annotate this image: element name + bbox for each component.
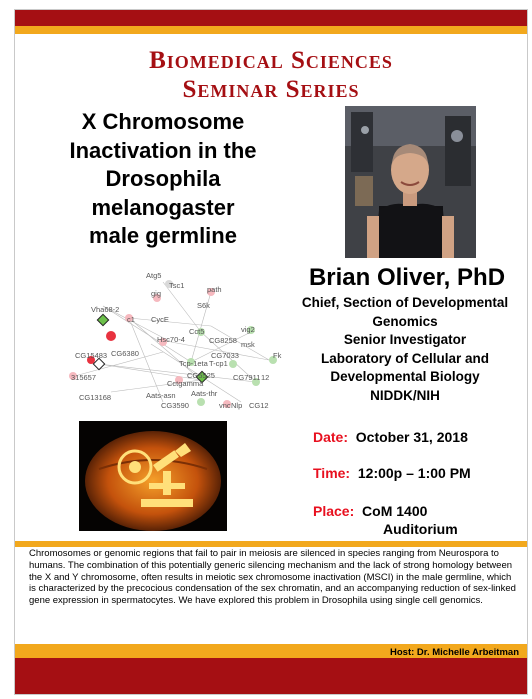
- middle-gold-bar: [15, 541, 527, 547]
- event-date: Date: October 31, 2018: [313, 429, 468, 445]
- gene-network-image: [51, 262, 287, 412]
- svg-text:vig2: vig2: [241, 325, 255, 334]
- svg-text:path: path: [207, 285, 222, 294]
- svg-text:CG3590: CG3590: [161, 401, 189, 410]
- network-gene-labels: [71, 271, 282, 410]
- seminar-series-heading: Biomedical Sciences Seminar Series: [149, 47, 393, 103]
- event-time: Time: 12:00p – 1:00 PM: [313, 465, 471, 481]
- speaker-affiliation: Chief, Section of Developmental Genomics Senior Investigator Laboratory of Cellular and Developmental Biology NIDDK/NIH: [301, 295, 509, 403]
- svg-text:Fk: Fk: [273, 351, 282, 360]
- footer-red-bar: [15, 672, 527, 695]
- svg-text:CG5525: CG5525: [187, 371, 215, 380]
- svg-text:CycE: CycE: [151, 315, 169, 324]
- svg-text:CG12: CG12: [249, 401, 269, 410]
- svg-text:Tcp-1eta: Tcp-1eta: [179, 359, 208, 368]
- top-red-bar: [15, 10, 527, 26]
- svg-text:Cct5: Cct5: [189, 327, 205, 336]
- svg-text:CG7033: CG7033: [211, 351, 239, 360]
- svg-text:T-cp1: T-cp1: [209, 359, 228, 368]
- talk-title: X Chromosome Inactivation in the Drosophila melanogaster male germline: [69, 109, 257, 248]
- speaker-name: Brian Oliver, PhD: [308, 264, 506, 291]
- svg-text:CG7911: CG7911: [233, 373, 261, 382]
- svg-text:S6k: S6k: [197, 301, 210, 310]
- svg-text:Cctgamma: Cctgamma: [167, 379, 204, 388]
- svg-text:vnc: vnc: [219, 401, 231, 410]
- svg-text:Nlp: Nlp: [231, 401, 243, 410]
- seminar-flyer: [14, 9, 528, 695]
- svg-text:CG13168: CG13168: [79, 393, 112, 402]
- svg-text:12: 12: [261, 373, 270, 382]
- svg-text:msk: msk: [241, 340, 255, 349]
- svg-text:gig: gig: [151, 289, 162, 298]
- svg-text:Tsc1: Tsc1: [169, 281, 185, 290]
- svg-text:c1: c1: [127, 315, 135, 324]
- talk-abstract: Chromosomes or genomic regions that fail to pair in meiosis are silenced in species ranging from Neurospora to humans. The combination of this potentially generic silencing mechanism and the lack of strong homology between the X and Y chromosome, often results in meiotic sex chromosome inactivation (MSCI) in the male germline, which is characterized by the precocious condensation of the sex chromatin, and an accompanying reduction of sex-linked gene expression in spermatocytes. We have explored this problem in Drosophila using single cell genomics.: [29, 548, 516, 607]
- svg-text:CG8258: CG8258: [209, 336, 237, 345]
- top-gold-bar: [15, 26, 527, 34]
- svg-text:CG6380: CG6380: [111, 349, 139, 358]
- svg-text:CG15483: CG15483: [75, 351, 108, 360]
- svg-text:Vha68-2: Vha68-2: [91, 305, 120, 314]
- svg-text:Aats-asn: Aats-asn: [146, 391, 176, 400]
- svg-text:Hsc70-4: Hsc70-4: [157, 335, 185, 344]
- carved-pumpkin-image: [79, 421, 227, 531]
- host-credit: Host: Dr. Michelle Arbeitman: [390, 647, 519, 658]
- svg-text:Aats-thr: Aats-thr: [191, 389, 218, 398]
- event-place: Place: CoM 1400 Auditorium: [313, 503, 458, 537]
- svg-text:Atg5: Atg5: [146, 271, 162, 280]
- svg-text:315657: 315657: [71, 373, 97, 382]
- bottom-red-bar: [15, 658, 527, 672]
- speaker-photo: [345, 106, 476, 258]
